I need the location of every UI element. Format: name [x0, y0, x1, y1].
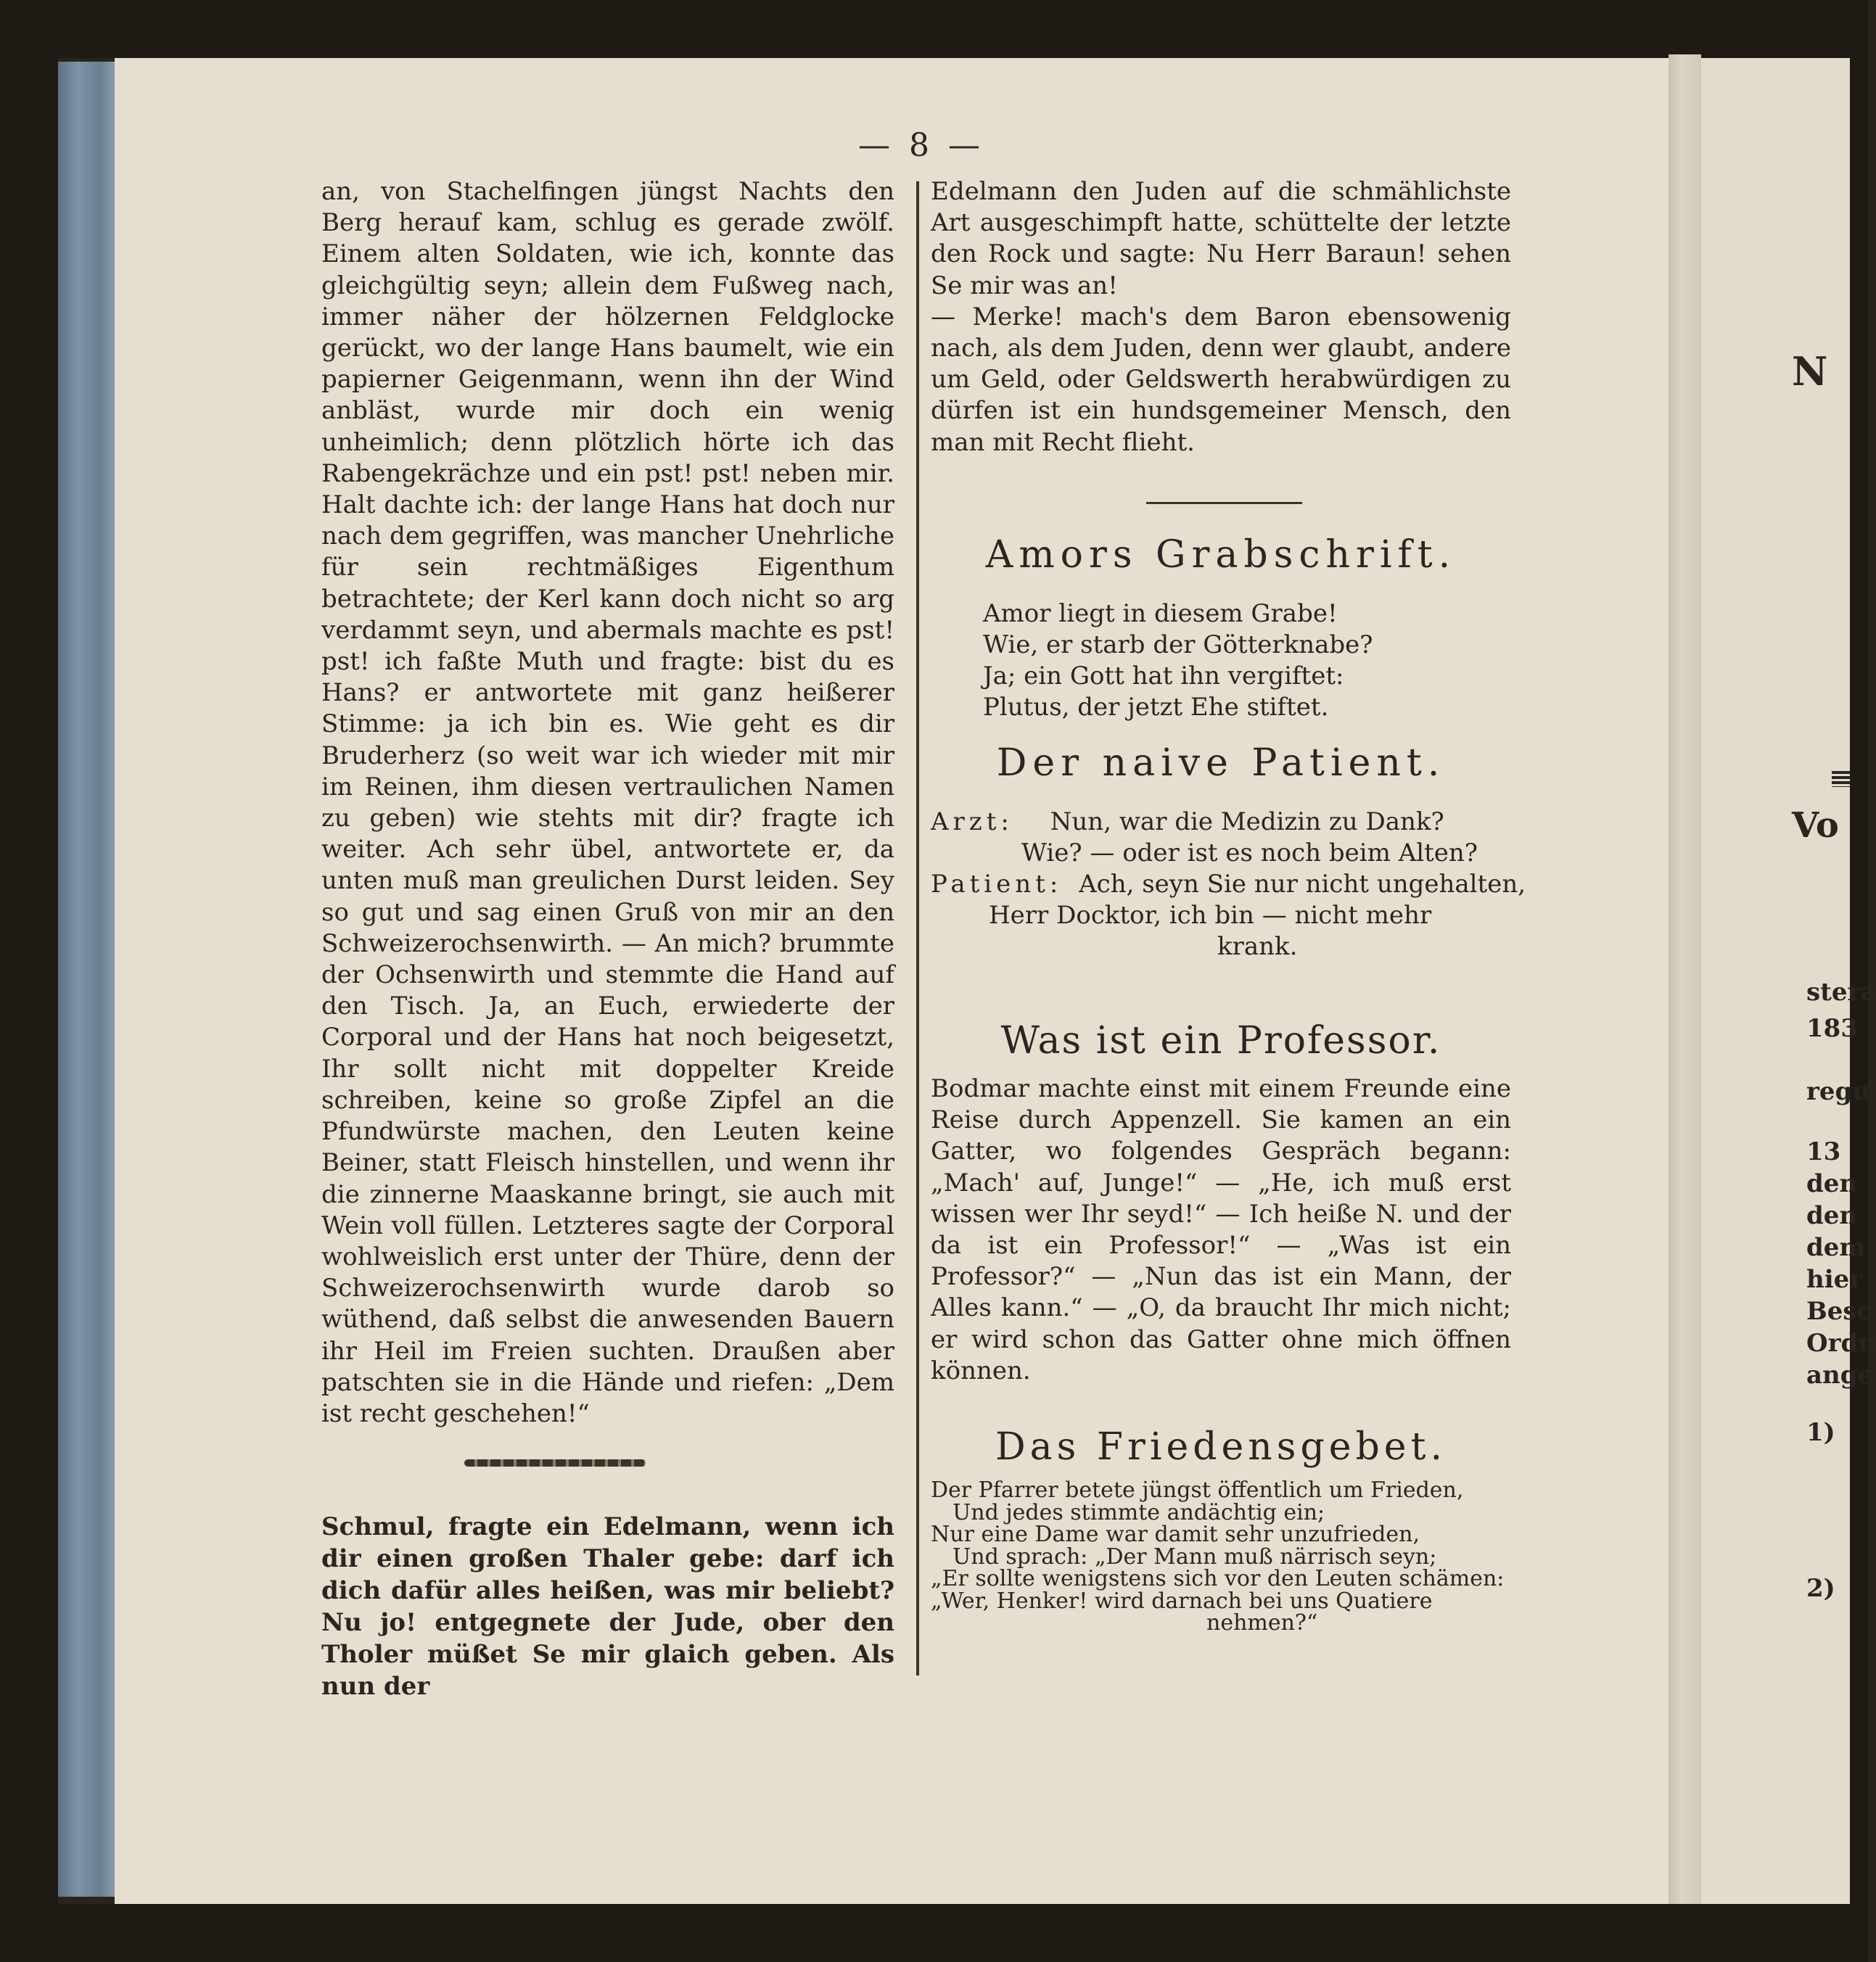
ornamental-divider [464, 1459, 646, 1467]
dialog-row [931, 900, 1511, 931]
next-page-fragment: Vo [1792, 805, 1839, 846]
dialog-row [931, 807, 1511, 838]
dialog-row [931, 869, 1526, 900]
next-page-fragment: den [1806, 1169, 1858, 1198]
left-column-text [321, 176, 894, 1430]
scan-background-top [0, 0, 1868, 58]
section-divider [1146, 502, 1302, 504]
dialog-line: Nun, war die Medizin zu Dank? [1050, 807, 1444, 836]
epitaph-line: Wie, er starb der Götterknabe? [983, 630, 1373, 659]
dialog-line: Herr Docktor, ich bin — nicht mehr [989, 901, 1432, 930]
next-page-fragment: Besc [1806, 1297, 1872, 1326]
right-column-continuation [931, 176, 1511, 458]
next-page-fragment: N [1792, 348, 1828, 395]
moral-text: — Merke! mach's dem Baron ebensowenig nach, als dem Juden, denn wer glaubt, andere um Geld, oder Geldswerth herabwürdigen zu dürfen ist ein hundsgemeiner Mensch, den man mit Recht flieht. [931, 302, 1511, 457]
anecdote-text: Schmul, fragte ein Edelmann, wenn ich dir einen großen Thaler gebe: darf ich dich dafür alles heißen, was mir beliebt? Nu jo! entgegnete der Jude, ober den Tholer müßet Se mir glaich geben. Als nun der [321, 1512, 894, 1701]
story-paragraph: an, von Stachelfingen jüngst Nachts den Berg herauf kam, schlug es gerade zwölf. Einem alten Soldaten, wie ich, konnte das gleichgültig seyn; allein dem Fußweg nach, immer näher der hölzernen Feldglocke gerückt, wo der lange Hans baumelt, wie ein papierner Geigenmann, wenn ihn der Wind anbläst, wurde mir doch ein wenig unheimlich; denn plötzlich hörte ich das Rabengekrächze und ein pst! pst! neben mir. Halt dachte ich: der lange Hans hat doch nur nach dem gegriffen, was mancher Unehrliche für sein rechtmäßiges Eigenthum betrachtete; der Kerl kann doch nicht so arg verdammt seyn, und abermals machte es pst! pst! ich faßte Muth und fragte: bist du es Hans? er antwortete mit ganz heißerer Stimme: ja ich bin es. Wie geht es dir Bruderherz (so weit war ich wieder mit mir im Reinen, ihm diesen vertraulichen Namen zu geben) wie stehts mit dir? fragte ich weiter. Ach sehr übel, antwortete er, da unten muß man greulichen Durst leiden. Sey so gut und sag einen Gruß von mir an den Schweizerochsenwirth. — An mich? brummte der Ochsenwirth und stemmte die Hand auf den Tisch. Ja, an Euch, erwiederte der Corporal und der Hans hat noch beigesetzt, Ihr sollt nicht mit doppelter Kreide schreiben, keine so große Zipfel an die Pfundwürste machen, den Leuten keine Beiner, statt Fleisch hinstellen, und wenn ihr die zinnerne Maaskanne bringt, sie auch mit Wein voll füllen. Letzteres sagte der Corporal wohlweislich erst unter der Thüre, denn der Schweizerochsenwirth wurde darob so wüthend, daß selbst die anwesenden Bauern ihr Heil im Freien suchten. Draußen aber patschten sie in die Hände und riefen: „Dem ist recht geschehen!“ [321, 177, 894, 1428]
book-spine [58, 62, 116, 1897]
page-number: — 8 — [858, 127, 984, 164]
epitaph-title: Amors Grabschrift. [985, 533, 1457, 577]
professor-text: Bodmar machte einst mit einem Freunde eine Reise durch Appenzell. Sie kamen an ein Gatter, wo folgendes Gespräch begann: „Mach' auf, Junge!“ — „He, ich muß erst wissen wer Ihr seyd!“ — Ich heiße N. und der da ist ein Professor!“ — „Was ist ein Professor?“ — „Nun das ist ein Mann, der Alles kann.“ — „O, da braucht Ihr mich nicht; er wird schon das Gatter ohne mich öffnen können. [931, 1074, 1511, 1385]
next-page-fragment: stera [1806, 978, 1876, 1007]
column-rule [916, 181, 919, 1675]
dialog-line: krank. [1217, 932, 1298, 961]
patient-title: Der naive Patient. [996, 741, 1446, 785]
speaker-label: Patient: [931, 870, 1063, 899]
next-page-fragment: 1) [1806, 1418, 1835, 1447]
scan-background-left [0, 0, 58, 1962]
professor-title: Was ist ein Professor. [1000, 1019, 1441, 1063]
poem-line: Und jedes stimmte andächtig ein; [953, 1499, 1325, 1525]
next-page-fragment: ange [1806, 1361, 1874, 1390]
next-page-fragment: regu [1806, 1077, 1871, 1106]
poem-line: Nur eine Dame war damit sehr unzufrieden, [931, 1522, 1420, 1547]
next-page-fragment: 2) [1806, 1574, 1835, 1603]
friedens-poem [931, 1477, 1511, 1636]
anecdote-paragraph [321, 1511, 894, 1702]
poem-line: Der Pfarrer betete jüngst öffentlich um Frieden, [931, 1477, 1464, 1503]
professor-paragraph [931, 1073, 1511, 1387]
dialog-row [931, 838, 1511, 869]
poem-line: nehmen?“ [1206, 1610, 1318, 1636]
dialog-line: Wie? — oder ist es noch beim Alten? [1021, 838, 1478, 867]
scan-background-bottom [0, 1904, 1868, 1962]
next-page-rule [1832, 771, 1850, 787]
epitaph-line: Amor liegt in diesem Grabe! [983, 599, 1338, 628]
patient-dialog [931, 807, 1526, 963]
poem-line: „Wer, Henker! wird darnach bei uns Quatiere [931, 1588, 1433, 1614]
next-page-fragment: Ordn [1806, 1329, 1876, 1358]
dialog-row [931, 931, 1511, 963]
epitaph-poem [983, 598, 1505, 723]
page-gutter [1669, 54, 1701, 1908]
speaker-label: Arzt: [931, 807, 1013, 836]
epitaph-line: Ja; ein Gott hat ihn vergiftet: [983, 661, 1344, 691]
next-page-fragment: den [1806, 1201, 1858, 1230]
poem-line: „Er sollte wenigstens sich vor den Leuten schämen: [931, 1566, 1505, 1591]
poem-line: Und sprach: „Der Mann muß närrisch seyn; [953, 1543, 1437, 1570]
next-page-fragment: hier [1806, 1265, 1863, 1294]
epitaph-line: Plutus, der jetzt Ehe stiftet. [983, 693, 1329, 722]
continuation-text: Edelmann den Juden auf die schmählichste Art ausgeschimpft hatte, schüttelte der letzte den Rock und sagte: Nu Herr Baraun! sehen Se mir was an! [931, 177, 1511, 300]
next-page-fragment: dem [1806, 1233, 1866, 1262]
dialog-line: Ach, seyn Sie nur nicht ungehalten, [1079, 870, 1526, 899]
next-page-fragment: 183 [1806, 1014, 1858, 1043]
next-page-fragment: 13 [1806, 1137, 1841, 1166]
friedens-title: Das Friedensgebet. [995, 1425, 1447, 1469]
